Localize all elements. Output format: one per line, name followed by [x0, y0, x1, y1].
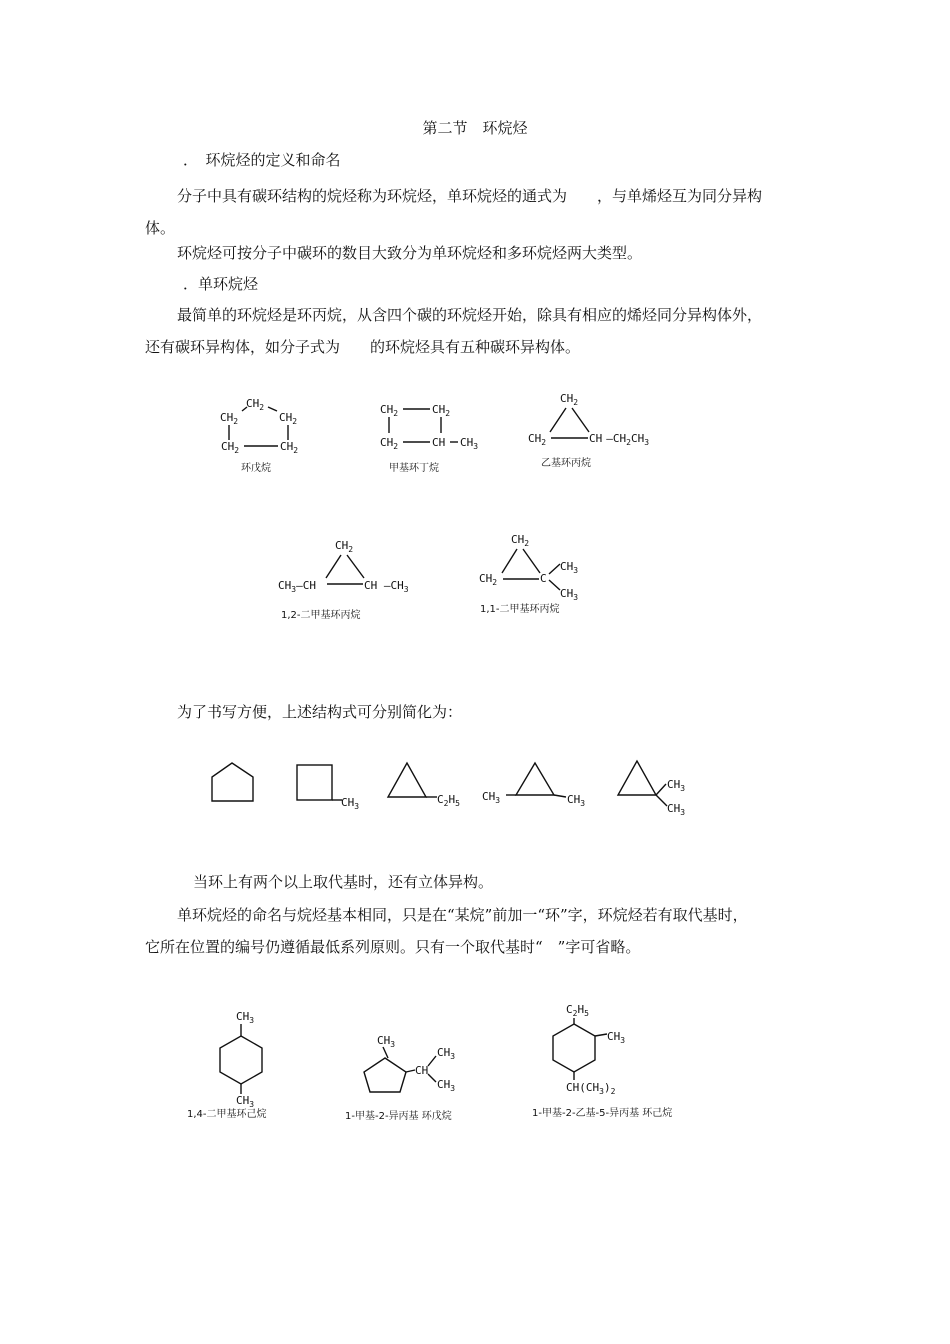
paragraph-simplified: 为了书写方便，上述结构式可分别简化为：: [177, 703, 463, 721]
ch3-label: $CH_3$: [560, 560, 579, 575]
subsection-heading-definition: ． 环烷烃的定义和命名: [183, 151, 341, 169]
caption-methylcyclobutane: 甲基环丁烷: [389, 463, 439, 474]
paragraph-line: 体。: [145, 219, 176, 237]
paragraph-line: 分子中具有碳环结构的烷烃称为环烷烃，单环烷烃的通式为 ，与单烯烃互为同分异构: [177, 187, 763, 205]
ch2-label: $CH_2$: [220, 411, 239, 426]
hexagon-ring: [553, 1024, 595, 1072]
c2h5-label: $C_2H_5$: [437, 793, 460, 808]
caption-12-dimethylcyclopropane: 1,2-二甲基环丙烷: [281, 610, 361, 621]
section-title: 第二节 环烷烃: [422, 119, 528, 137]
paragraph-stereoisomers: 当环上有两个以上取代基时，还有立体异构。: [193, 873, 494, 891]
paragraph-line: 最简单的环烷烃是环丙烷，从含四个碳的环烷烃开始，除具有相应的烯烃同分异构体外，: [177, 306, 763, 324]
caption-11-dimethylcyclopropane: 1,1-二甲基环丙烷: [480, 604, 560, 615]
example-methyl-isopropylcyclopentane: [345, 1034, 455, 1122]
ch3-label: $CH_3$: [377, 1034, 396, 1049]
bond: [383, 1047, 388, 1058]
ch-label: CH: [432, 436, 446, 449]
ch3-label: $CH_3$: [607, 1030, 626, 1045]
ch3-label: $CH_3$: [560, 587, 579, 602]
ch3-label: $CH_3$: [437, 1046, 456, 1061]
ch2-label: $CH_2$: [380, 436, 399, 451]
ch2-label: $CH_2$: [560, 392, 579, 407]
caption-cyclopentane: 环戊烷: [241, 463, 271, 474]
subsection-heading-monocyclic: ．单环烷烃: [183, 275, 259, 293]
caption-ethylcyclopropane: 乙基环丙烷: [541, 458, 591, 469]
ch2-label: $CH_2$: [335, 539, 354, 554]
isopropyl-label: $CH(CH_3)_2$: [566, 1081, 616, 1096]
ch3-label: $CH_3$: [667, 802, 686, 817]
ch3-label: $CH_3$: [667, 778, 686, 793]
bond: [595, 1034, 607, 1036]
ch-label: CH: [415, 1064, 429, 1077]
ch2-label: $CH_2$: [246, 397, 265, 412]
ch2-label: $CH_2$: [479, 572, 498, 587]
ch2-label: $CH_2$: [528, 432, 547, 447]
ch-ch3-label: CH $—CH_3$: [364, 579, 409, 594]
caption-methyl-isopropylcyclopentane: 1-甲基-2-异丙基 环戊烷: [345, 1111, 452, 1122]
paragraph-line: 单环烷烃的命名与烷烃基本相同，只是在“某烷”前加一“环”字，环烷烃若有取代基时，: [177, 906, 748, 924]
paragraph-line: 它所在位置的编号仍遵循最低系列原则。只有一个取代基时“ ”字可省略。: [145, 938, 641, 956]
pentagon-ring: [364, 1058, 406, 1092]
ch3-ch-label: $CH_3—CH$: [278, 579, 316, 594]
example-methyl-ethyl-isopropylcyclohexane: [532, 1003, 672, 1119]
bond: [428, 1074, 436, 1082]
bond: [406, 1070, 415, 1072]
ch2-label: $CH_2$: [279, 411, 298, 426]
ch2-label: $CH_2$: [221, 440, 240, 455]
ch3-label: $CH_3$: [437, 1078, 456, 1093]
ch2-label: $CH_2$: [380, 403, 399, 418]
c2h5-label: $C_2H_5$: [566, 1003, 589, 1018]
ch3-label: $CH_3$: [460, 436, 479, 451]
example-14-dimethylcyclohexane: [187, 1010, 267, 1120]
ch3-label: $CH_3$: [482, 790, 501, 805]
paragraph-line: 还有碳环异构体，如分子式为 的环烷烃具有五种碳环异构体。: [145, 338, 581, 356]
ch-ethyl-label: CH $—CH_2CH_3$: [589, 432, 650, 447]
ch3-label: $CH_3$: [236, 1094, 255, 1109]
ch3-label: $CH_3$: [236, 1010, 255, 1025]
bond: [428, 1056, 436, 1066]
ch3-label: $CH_3$: [341, 796, 360, 811]
ch2-label: $CH_2$: [432, 403, 451, 418]
paragraph-classification: 环烷烃可按分子中碳环的数目大致分为单环烷烃和多环烷烃两大类型。: [177, 244, 643, 262]
ch3-label: $CH_3$: [567, 793, 586, 808]
hexagon-ring: [220, 1036, 262, 1084]
caption-methyl-ethyl-isopropylcyclohexane: 1-甲基-2-乙基-5-异丙基 环己烷: [532, 1108, 673, 1119]
ch2-label: $CH_2$: [511, 533, 530, 548]
c-label: C: [540, 572, 547, 585]
caption-14-dimethylcyclohexane: 1,4-二甲基环己烷: [187, 1109, 267, 1120]
ch2-label: $CH_2$: [280, 440, 299, 455]
